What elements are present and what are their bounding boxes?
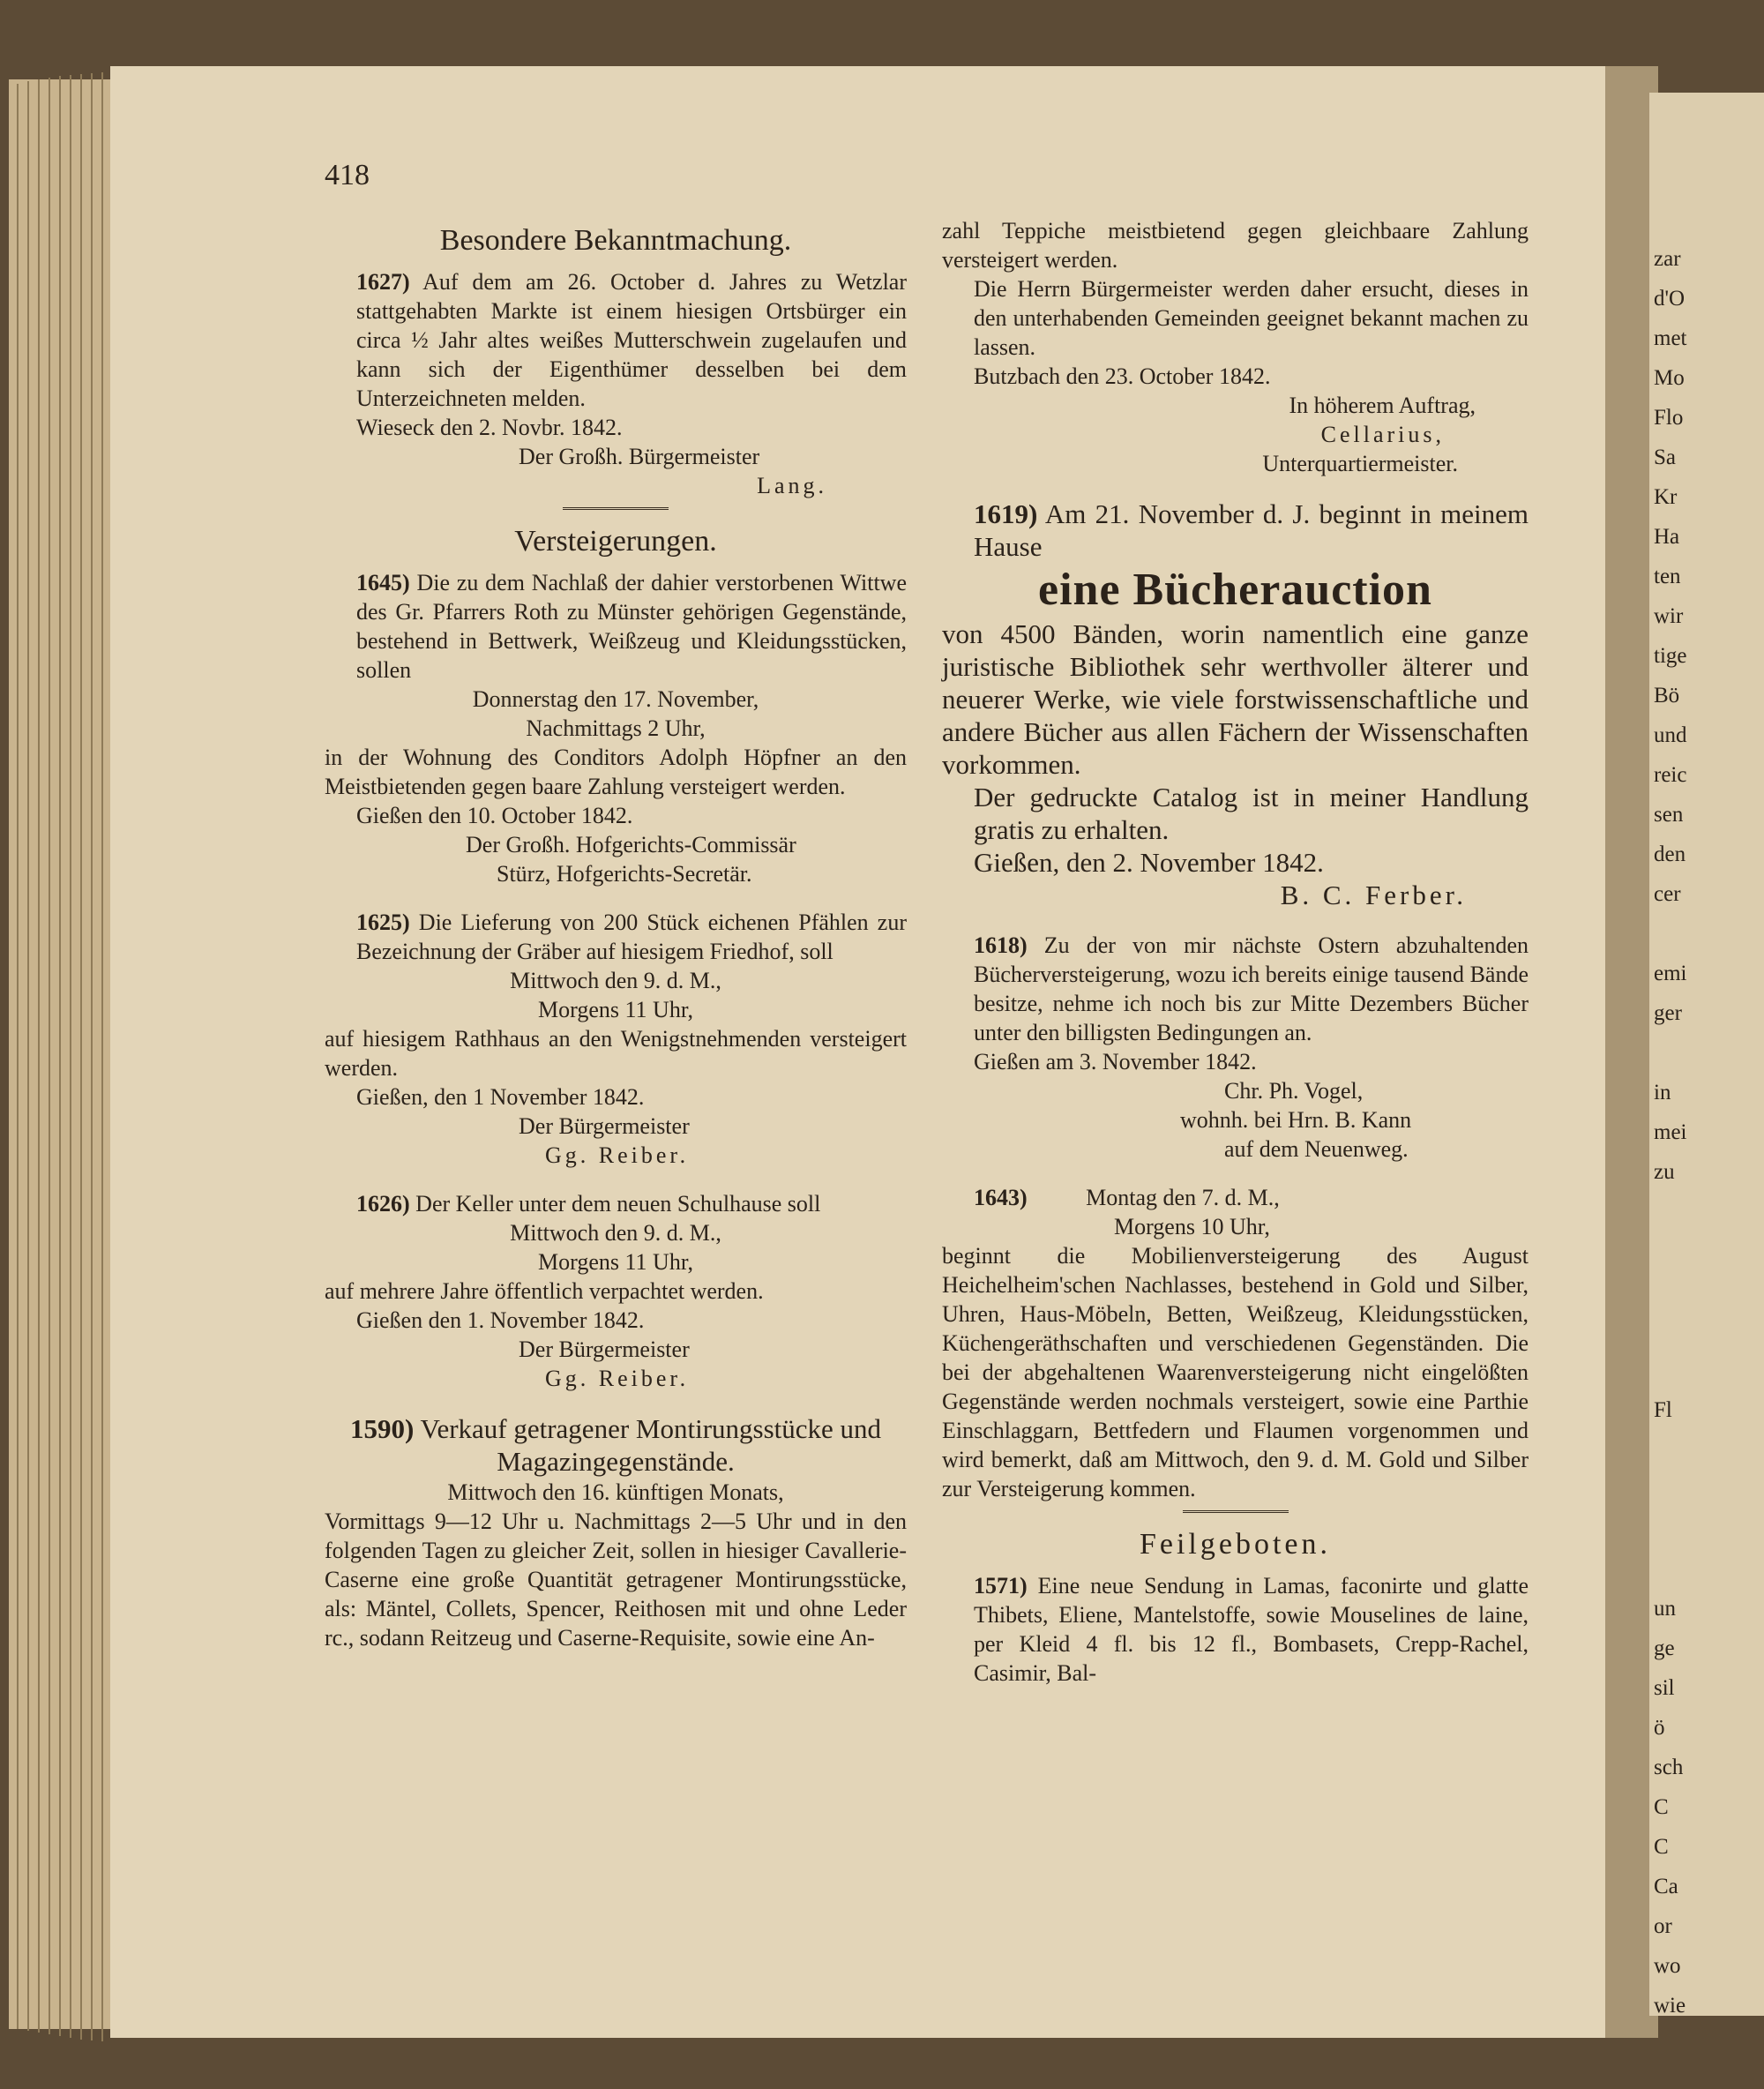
facing-page-fragment: Sa	[1654, 446, 1676, 469]
notice-signature-name: B. C. Ferber.	[1280, 880, 1467, 910]
notice-signature-name: Cellarius,	[1320, 422, 1445, 447]
notice-number: 1571)	[974, 1573, 1028, 1599]
facing-page-fragment: Ha	[1654, 525, 1680, 549]
facing-page-fragment: mei	[1654, 1120, 1687, 1144]
notice-1645	[325, 568, 907, 685]
section-rule	[563, 507, 669, 513]
notice-signature-name: Gg. Reiber.	[545, 1366, 690, 1391]
notice-signature: Der Bürgermeister	[519, 1337, 690, 1362]
facing-page-fragment: zu	[1654, 1160, 1675, 1184]
notice-date: Montag den 7. d. M.,	[1080, 1185, 1280, 1210]
notice-date: Mittwoch den 9. d. M.,	[510, 1220, 721, 1246]
notice-signature: Der Großh. Bürgermeister	[519, 444, 760, 469]
notice-signature-name: Chr. Ph. Vogel,	[1224, 1078, 1364, 1104]
auction-headline: eine Bücherauction	[1038, 565, 1432, 615]
notice-text: Die Lieferung von 200 Stück eichenen Pfählen zur Bezeichnung der Gräber auf hiesigem Friedhof, soll	[356, 910, 907, 964]
facing-page-fragment: d'O	[1654, 287, 1686, 311]
notice-1626	[325, 1189, 907, 1218]
notice-signature-title: Unterquartiermeister.	[1262, 451, 1458, 476]
notice-place-date: Gießen den 1. November 1842.	[356, 1307, 645, 1333]
notice-text: in der Wohnung des Conditors Adolph Höpfner an den Meistbietenden gegen baare Zahlung versteigert werden.	[325, 745, 907, 799]
notice-place-date: Wieseck den 2. Novbr. 1842.	[356, 415, 623, 440]
notice-time: Morgens 11 Uhr,	[538, 1249, 693, 1275]
notice-time: Morgens 11 Uhr,	[538, 997, 693, 1022]
facing-page-fragment: wie	[1654, 1994, 1686, 2018]
notice-text: Die Herrn Bürgermeister werden daher ersucht, dieses in den unterhabenden Gemeinden geeignet bekannt machen zu lassen.	[974, 276, 1529, 360]
notice-date: Donnerstag den 17. November,	[472, 686, 759, 712]
notice-date: Mittwoch den 9. d. M.,	[510, 968, 721, 993]
notice-number: 1590)	[349, 1413, 415, 1444]
notice-place-date: Gießen den 10. October 1842.	[356, 803, 633, 828]
notice-number: 1619)	[974, 498, 1038, 529]
facing-page-fragment: emi	[1654, 962, 1687, 985]
facing-page-fragment: ger	[1654, 1001, 1682, 1025]
notice-number: 1645)	[356, 570, 410, 595]
facing-page-fragment: sch	[1654, 1756, 1684, 1779]
facing-page-fragment: Bö	[1654, 684, 1680, 708]
page-number: 418	[325, 159, 370, 191]
notice-title: Verkauf getragener Montirungsstücke und Magazingegenstände.	[414, 1413, 882, 1477]
facing-page-fragment: Kr	[1654, 485, 1678, 509]
notice-place-date: Gießen am 3. November 1842.	[974, 1049, 1257, 1074]
facing-page-fragment: Flo	[1654, 406, 1684, 430]
notice-text: Eine neue Sendung in Lamas, faconirte und glatte Thibets, Eliene, Mantelstoffe, sowie Mouselines de laine, per Kleid 4 fl. bis 12 fl., Bombasets, Crepp-Rachel, Casimir, Bal-	[974, 1573, 1529, 1686]
facing-page-fragment: C	[1654, 1795, 1669, 1819]
notice-text: auf hiesigem Rathhaus an den Wenigstnehmenden versteigert werden.	[325, 1026, 907, 1081]
notice-1618	[942, 931, 1529, 1047]
notice-signature-address: wohnh. bei Hrn. B. Kann	[1180, 1107, 1412, 1133]
notice-signature-name: Gg. Reiber.	[545, 1142, 690, 1168]
facing-page-fragment: Ca	[1654, 1875, 1678, 1898]
facing-page-fragment: und	[1654, 723, 1687, 747]
facing-page-fragment: wir	[1654, 604, 1684, 628]
facing-page-fragment: met	[1654, 326, 1687, 350]
notice-text: Am 21. November d. J. beginnt in meinem Hause	[974, 498, 1529, 562]
facing-page-fragment: tige	[1654, 644, 1687, 668]
facing-page-fragment: reic	[1654, 763, 1687, 787]
facing-page-fragment: ten	[1654, 565, 1681, 588]
notice-signature: Der Bürgermeister	[519, 1113, 690, 1139]
notice-text: Der gedruckte Catalog ist in meiner Handlung gratis zu erhalten.	[974, 782, 1529, 845]
notice-1643	[942, 1183, 1529, 1212]
notice-1625	[325, 908, 907, 966]
facing-page-fragment: C	[1654, 1835, 1669, 1859]
notice-1619	[942, 498, 1529, 563]
facing-page-fragment: ö	[1654, 1716, 1665, 1740]
notice-text: Auf dem am 26. October d. Jahres zu Wetzlar stattgehabten Markte ist einem hiesigen Ortsbürger ein circa ½ Jahr altes weißes Mutterschwein zugelaufen und kann sich der Eigenthümer desselben bei dem Unterzeichneten melden.	[356, 269, 907, 411]
facing-page-fragment: ge	[1654, 1636, 1675, 1660]
section-rule	[1183, 1510, 1289, 1516]
notice-signature-name: Stürz, Hofgerichts-Secretär.	[497, 861, 752, 887]
notice-text: auf mehrere Jahre öffentlich verpachtet werden.	[325, 1278, 764, 1304]
facing-page-fragment: or	[1654, 1914, 1672, 1938]
facing-page-fragment: Mo	[1654, 366, 1685, 390]
notice-1571	[942, 1571, 1529, 1688]
notice-number: 1625)	[356, 910, 410, 935]
notice-text: von 4500 Bänden, worin namentlich eine ganze juristische Bibliothek sehr werthvoller älterer und neuerer Werke, wie viele forstwissenschaftliche und andere Bücher aus allen Fächern der Wissenschaften vorkommen.	[942, 618, 1529, 780]
heading-besondere-bekanntmachung: Besondere Bekanntmachung.	[439, 224, 792, 257]
notice-place-date: Butzbach den 23. October 1842.	[974, 363, 1271, 389]
facing-page-fragment: zar	[1654, 247, 1681, 271]
heading-versteigerungen: Versteigerungen.	[514, 525, 717, 558]
facing-page-fragment: wo	[1654, 1954, 1681, 1978]
notice-signature-address: auf dem Neuenweg.	[1224, 1136, 1409, 1162]
notice-place-date: Gießen, den 2. November 1842.	[974, 847, 1324, 878]
notice-text: Der Keller unter dem neuen Schulhause soll	[409, 1191, 821, 1217]
facing-page-fragment: sen	[1654, 803, 1684, 827]
notice-continuation: zahl Teppiche meistbietend gegen gleichbaare Zahlung versteigert werden.	[942, 218, 1529, 273]
notice-1590-title	[325, 1412, 907, 1478]
notice-text: Zu der von mir nächste Ostern abzuhaltenden Bücherversteigerung, wozu ich bereits einige tausend Bände besitze, nehme ich noch bis zur Mitte Dezembers Bücher unter den billigsten Bedingungen an.	[974, 932, 1529, 1045]
facing-page-fragment: cer	[1654, 882, 1681, 906]
notice-text: Vormittags 9—12 Uhr u. Nachmittags 2—5 Uhr und in den folgenden Tagen zu gleicher Zeit, sollen in hiesiger Cavallerie-Caserne eine große Quantität getragener Montirungsstücke, als: Mäntel, Collets, Spencer, Reithosen mit und ohne Leder rc., sodann Reitzeug und Caserne-Requisite, sowie eine An-	[325, 1509, 907, 1651]
notice-signature: Der Großh. Hofgerichts-Commissär	[466, 832, 796, 857]
notice-place-date: Gießen, den 1 November 1842.	[356, 1084, 645, 1110]
notice-number: 1626)	[356, 1191, 410, 1217]
facing-page-fragment: un	[1654, 1597, 1676, 1621]
left-column	[325, 216, 907, 1652]
facing-page-fragment: Fl	[1654, 1398, 1672, 1422]
notice-time: Nachmittags 2 Uhr,	[526, 715, 706, 741]
right-column	[942, 216, 1529, 1688]
notice-signature-name: Lang.	[757, 473, 827, 498]
notice-number: 1627)	[356, 269, 410, 295]
notice-text: Die zu dem Nachlaß der dahier verstorbenen Wittwe des Gr. Pfarrers Roth zu Münster gehörigen Gegenstände, bestehend in Bettwerk, Weißzeug und Kleidungsstücken, sollen	[356, 570, 907, 683]
facing-page-fragment: den	[1654, 842, 1686, 866]
notice-number: 1618)	[974, 932, 1028, 958]
notice-1627	[325, 267, 907, 413]
book-edge-left	[9, 79, 115, 2029]
notice-date: Mittwoch den 16. künftigen Monats,	[447, 1479, 784, 1505]
notice-signature: In höherem Auftrag,	[1289, 393, 1476, 418]
notice-number: 1643)	[974, 1185, 1028, 1210]
notice-time: Morgens 10 Uhr,	[1114, 1214, 1270, 1239]
facing-page-fragment: sil	[1654, 1676, 1675, 1700]
facing-page-fragment: in	[1654, 1081, 1671, 1104]
heading-feilgeboten: Feilgeboten.	[1139, 1528, 1332, 1561]
notice-text: beginnt die Mobilienversteigerung des August Heichelheim'schen Nachlasses, bestehend in Gold und Silber, Uhren, Haus-Möbeln, Betten, Weißzeug, Kleidungsstücken, Küchengeräthschaften und verschiedenen Gegenständen. Die bei der abgehaltenen Waarenversteigerung nicht eingelößten Gegenstände werden nochmals versteigert, sowie eine Parthie Einschlaggarn, Bettfedern und Flaumen vorgenommen und wird bemerkt, daß am Mittwoch, den 9. d. M. Gold und Silber zur Versteigerung kommen.	[942, 1243, 1529, 1501]
